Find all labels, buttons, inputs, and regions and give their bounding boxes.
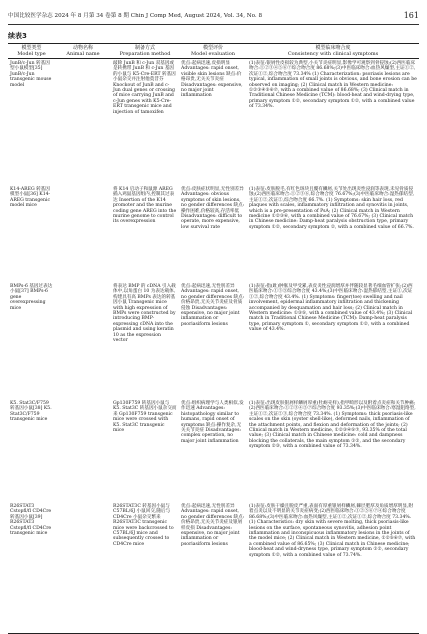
column-header-en: Model type	[17, 51, 46, 57]
cell-model-type: K5. Stat3C/F759 转基因小鼠[38] K5. Stat3C/F759 transgenic mice	[10, 401, 52, 423]
cell-animal-name	[55, 399, 111, 502]
running-header	[8, 10, 419, 22]
page-number: 161	[403, 11, 419, 20]
column-header-zh: 模型临床吻合度	[315, 45, 351, 51]
header-divider	[8, 24, 419, 25]
column-header-animal-name	[55, 44, 111, 59]
column-header-model-evaluation	[179, 44, 247, 59]
column-header-zh: 模型类型	[21, 45, 42, 51]
cell-model-evaluation: 优点:起病迅速,无性别差异 Advantages: rapid onset, no gender differences 缺点:价格昂贵,无关关节炎症及骨质侵蚀 Disadvantages: expensive, no major joint inflammation or psoriasiform lesions	[181, 284, 245, 327]
cell-animal-name	[55, 502, 111, 634]
cell-model-type: R26STAT3 Cstopfl/fl CD4Cre 转基因小鼠[39] R26STAT3 Cstopfl/fl CD4Cre transgenic mice	[8, 502, 55, 634]
column-header-preparation-method	[111, 44, 179, 59]
column-header-en: Consistency with clinical symptoms	[287, 51, 379, 57]
cell-animal-name	[55, 59, 111, 186]
model-table	[8, 43, 419, 634]
cell-model-evaluation: 优点:起病迅速,无性别差异 Advantages: rapid onset, no gender differences 缺点:价格昂贵,无关关节炎症及银屑样皮损 Disadvantages: expensive, no major joint inflammation or psoriasiform lesions	[179, 502, 247, 634]
cell-model-type: K14-AREG 转基因模型小鼠[36] K14-AREG transgenic model mice	[10, 187, 51, 209]
cell-model-evaluation: 优点:皮肤症状明显,无性别差异 Advantages: obvious symptoms of skin lesions, no gender differences 缺点:操作困难,价格较高,存活率低 Disadvantages: difficult to operate, more expensive, low survival rate	[181, 187, 245, 230]
column-header-zh: 制备方式	[134, 45, 155, 51]
table-row	[8, 185, 419, 282]
column-header-en: Model evaluation	[191, 51, 235, 57]
cell-consistency: (1)表征:皮肤脱毛,有红色斑块且覆有鳞屑,关节处出现炎性浸润等表现,未见骨质侵蚀;(2)西医临床吻合:①②③⑥,综合吻合度 76.67%;(3)中医临床吻合:湿热郁结型,主证①②,次证②,综合吻合度 66.7%. (1) Symptoms: skin hair loss, red plaques with scales, inflammatory infiltration and synovitis in joints, which is a pre-presentation of PsA; (2) Clinical match in Western medicine ①②③⑥, with a combined value of 76.67%; (3) Clinical match in Chinese medicine: Damp-heat paralysis obstruction type, primary symptom ①②, secondary symptom ②, with a combined value of 66.7%.	[249, 187, 415, 230]
cell-model-type: BMPs-6 基因过表达小鼠[37] BMPs-6 gene overexpressing mice	[10, 284, 53, 311]
cell-animal-name	[55, 282, 111, 399]
cell-preparation-method: R26STAT3C 转基因小鼠与 C57BL/6J 小鼠回交,随后与 CD4Cre 小鼠杂交繁来 R26STAT3C transgenic mice were backcrossed to C57BL/6J mice and subsequently crossed to CD4Cre mice	[111, 502, 179, 634]
cell-consistency: (1)表征:指(趾)肿胀及甲受累,表皮炎性浸润增厚并伴随较显著毛细血管扩张;(2)西医临床吻合:①③⑤综合吻合度 43.4%;(3)中医临床吻合:湿热郁结型,主证①,次证①②,综合吻合度 43.4%. (1) Symptoms: finger(toe) swelling and nail involvement, epidermal inflammatory infiltration and thickening accompanied by desquamation and hair loss; (2) Clinical match in Western medicine: ①③⑤, with a combined value of 43.4%; (3) Clinical match in Traditional Chinese Medicine (TCM): Damp-heat paralysis type, primary symptom ①, secondary symptom ①②, with a combined value of 43.4%.	[249, 284, 413, 333]
column-header-zh: 模型评价	[202, 45, 223, 51]
cell-preparation-method: 将表达 BMP 的 cDNA 引入载体中,以角蛋白 10 为表达载体,构建具有高 BMPs 表达的转基因小鼠 Transgenic mice with high expression of BMPs were constructed by introducing BMP-expressing cDNA into the plasmid and using keratin 10 as the expression vector	[113, 284, 176, 344]
table-header	[8, 44, 419, 59]
journal-citation: 中国比较医学杂志 2024 年 8 月第 34 卷第 8 期 Chin J Comp Med, August 2024, Vol. 34, No. 8	[8, 13, 263, 19]
column-header-consistency	[247, 44, 419, 59]
column-header-zh: 动物名称	[72, 45, 93, 51]
cell-animal-name	[55, 185, 111, 282]
cell-consistency: (1)表征:银屑性皮损较为典型,小关节炎症明显,影像学可观察到骨侵蚀;(2)西医临床吻合:①②③④⑤⑥⑦综合吻合度 86.68%;(3)中医临床吻合:血热风燥型,主证①②,次证①②,综合吻合度 73.34% (1) Characterization: psoriasis lesions are typical, inflammation of small joints is obvious, and bone erosion can be observed on imaging; (2) Clinical match in Western medicine: ①②③④⑤⑥⑦, with a combined value of 86.68%; (3) Clinical match in Traditional Chinese Medicine (TCM): blood-heat and wind-drying type, primary symptom ①②, secondary symptom ①②, with a combined value of 73.34%.	[249, 61, 417, 110]
cell-model-evaluation: 优点:起病迅速,皮损明显 Advantages: rapid onset, visible skin lesions 缺点:价格昂贵,无关关节炎症 Disadvantages: expensive, no major joint inflammation	[181, 61, 243, 99]
cell-preparation-method: Gp130F759 转基因小鼠与 K5. Stat3C 转基因小鼠杂交而来 Gp130F759 transgenic mice were crossed with K5. Stat3C transgenic mice	[113, 401, 177, 434]
table-continued-label: 续表3	[8, 32, 27, 40]
cell-preparation-method: 将 K14 启动子和鼠源 AREG 插入鸡鼠基因组内,控制其过表达 Insertion of the K14 promoter and the murine coding gene AREG into the murine genome to control its overexpression	[113, 187, 177, 225]
column-header-en: Animal name	[66, 51, 100, 57]
column-header-en: Preparation method	[119, 51, 171, 57]
cell-model-type: JunB/c-Jun 转基因型小鼠模型[35] JunB/c-Jun transgenic mouse model	[10, 61, 52, 88]
table-row	[8, 59, 419, 186]
column-header-model-type	[8, 44, 55, 59]
table-row	[8, 502, 419, 634]
cell-model-evaluation: 优点:组织病理学与人类相似,发作迅速 Advantages: histopathology similar to humans, rapid onset of symptoms 缺点:操作复杂,无关关节炎症 Disadvantages: complex operation, no major joint inflammation	[181, 401, 244, 444]
cell-preparation-method: 敲除 JunB 和 c-Jun 双基因或是转携带 JunB 和 c-Jun 基因的小鼠与 K5-Cre-ERT 转基因小鼠杂交并注射他莫昔芬 Knockout of JunB and c-Jun dual genes or crossing of mice carrying JunB and c-Jun genes with K5-Cre-ERT transgenic mice and injection of tamoxifen	[113, 61, 176, 115]
cell-consistency: (1)表征:出现皮肤银屑样鳞屑厚重(牡蛎壳样),指甲畸形以及附着点炎症和关节肿痛;(2)西医临床吻合:①②③④⑤⑦综合吻合度 93.35%;(3)中医临床吻合:寒湿阻络型,主证①②,次证②③,综合吻合度 73.34%. (1) Symptoms: thick psoriasis-like scales on the skin (oyster shell-like), deformed nails, inflammation of the attachment points, and flexion and deformation of the joints; (2) Clinical match in Western medicine, ①②③④⑤⑦, 93.35% of the total value; (3) Clinical match in Chinese medicine: cold and dampness blocking the collaterals, the main symptom ①②, and the secondary symptom ②③, with a combined value of 73.34%.	[249, 401, 416, 450]
table-row	[8, 282, 419, 399]
table-row	[8, 399, 419, 502]
cell-consistency: (1)表征:皮肤干燥且脱皮严重,表面有厚重银屑样鳞屑,棘层肥厚及角质增厚明显,附着点炎以及不明显的关节炎症病变;(2)西医临床吻合:①②⑤⑥⑦④综合吻合度 86.68%;(3)中医临床吻合:血热风燥型,主证①②,次证①②,综合吻合度 73.34%. (1) Characteristics: dry skin with severe molting, thick psoriasis-like lesions on the surface, spontaneous synovitis, adhesion point inflammation and inconspicuous inflammatory lesions in the joints of the model mice; (2) Clinical match in Western medicine, ①②⑤⑥⑦, with a combined value of 86.65%; (3) Clinical match in Chinese medicine; blood-heat and wind-dryness type, primary symptom ①②, secondary symptom ①②, with a combined value of 73.74%.	[247, 502, 419, 634]
